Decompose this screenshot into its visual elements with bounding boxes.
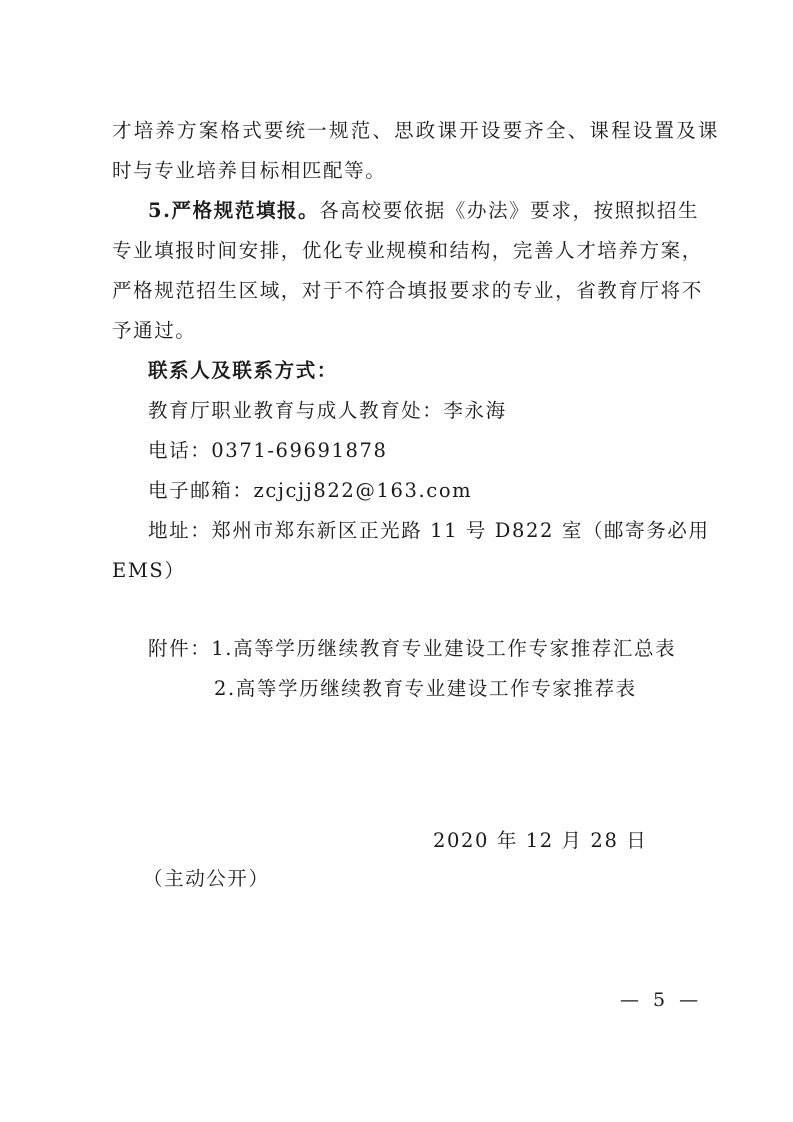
contact-address-line1: 地址：郑州市郑东新区正光路 11 号 D822 室（邮寄务必用 [148,519,710,542]
attachment-item1: 附件：1.高等学历继续教育专业建设工作专家推荐汇总表 [148,637,677,660]
contact-person: 教育厅职业教育与成人教育处：李永海 [148,399,507,422]
attachment-item2: 2.高等学历继续教育专业建设工作专家推荐表 [214,677,637,700]
contact-phone: 电话：0371-69691878 [148,439,388,462]
page-number: — 5 — [620,989,703,1011]
document-date: 2020 年 12 月 28 日 [433,829,648,852]
disclosure-note: （主动公开） [143,867,270,890]
para2-line1 [148,197,699,225]
contact-address-line2: EMS） [112,559,186,582]
para2-line4: 予通过。 [112,319,197,342]
contact-heading: 联系人及联系方式： [148,359,338,382]
para2-line1-rest: 各高校要依据《办法》要求，按照拟招生 [319,199,700,222]
para2-line2: 专业填报时间安排，优化专业规模和结构，完善人才培养方案， [112,239,703,262]
para1-line2: 时与专业培养目标相匹配等。 [112,159,387,182]
para2-line3: 严格规范招生区域，对于不符合填报要求的专业，省教育厅将不 [112,279,703,302]
contact-email: 电子邮箱：zcjcjj822@163.com [148,479,473,502]
para1-line1: 才培养方案格式要统一规范、思政课开设要齐全、课程设置及课 [112,119,720,142]
para2-heading: 5.严格规范填报。 [148,199,320,222]
